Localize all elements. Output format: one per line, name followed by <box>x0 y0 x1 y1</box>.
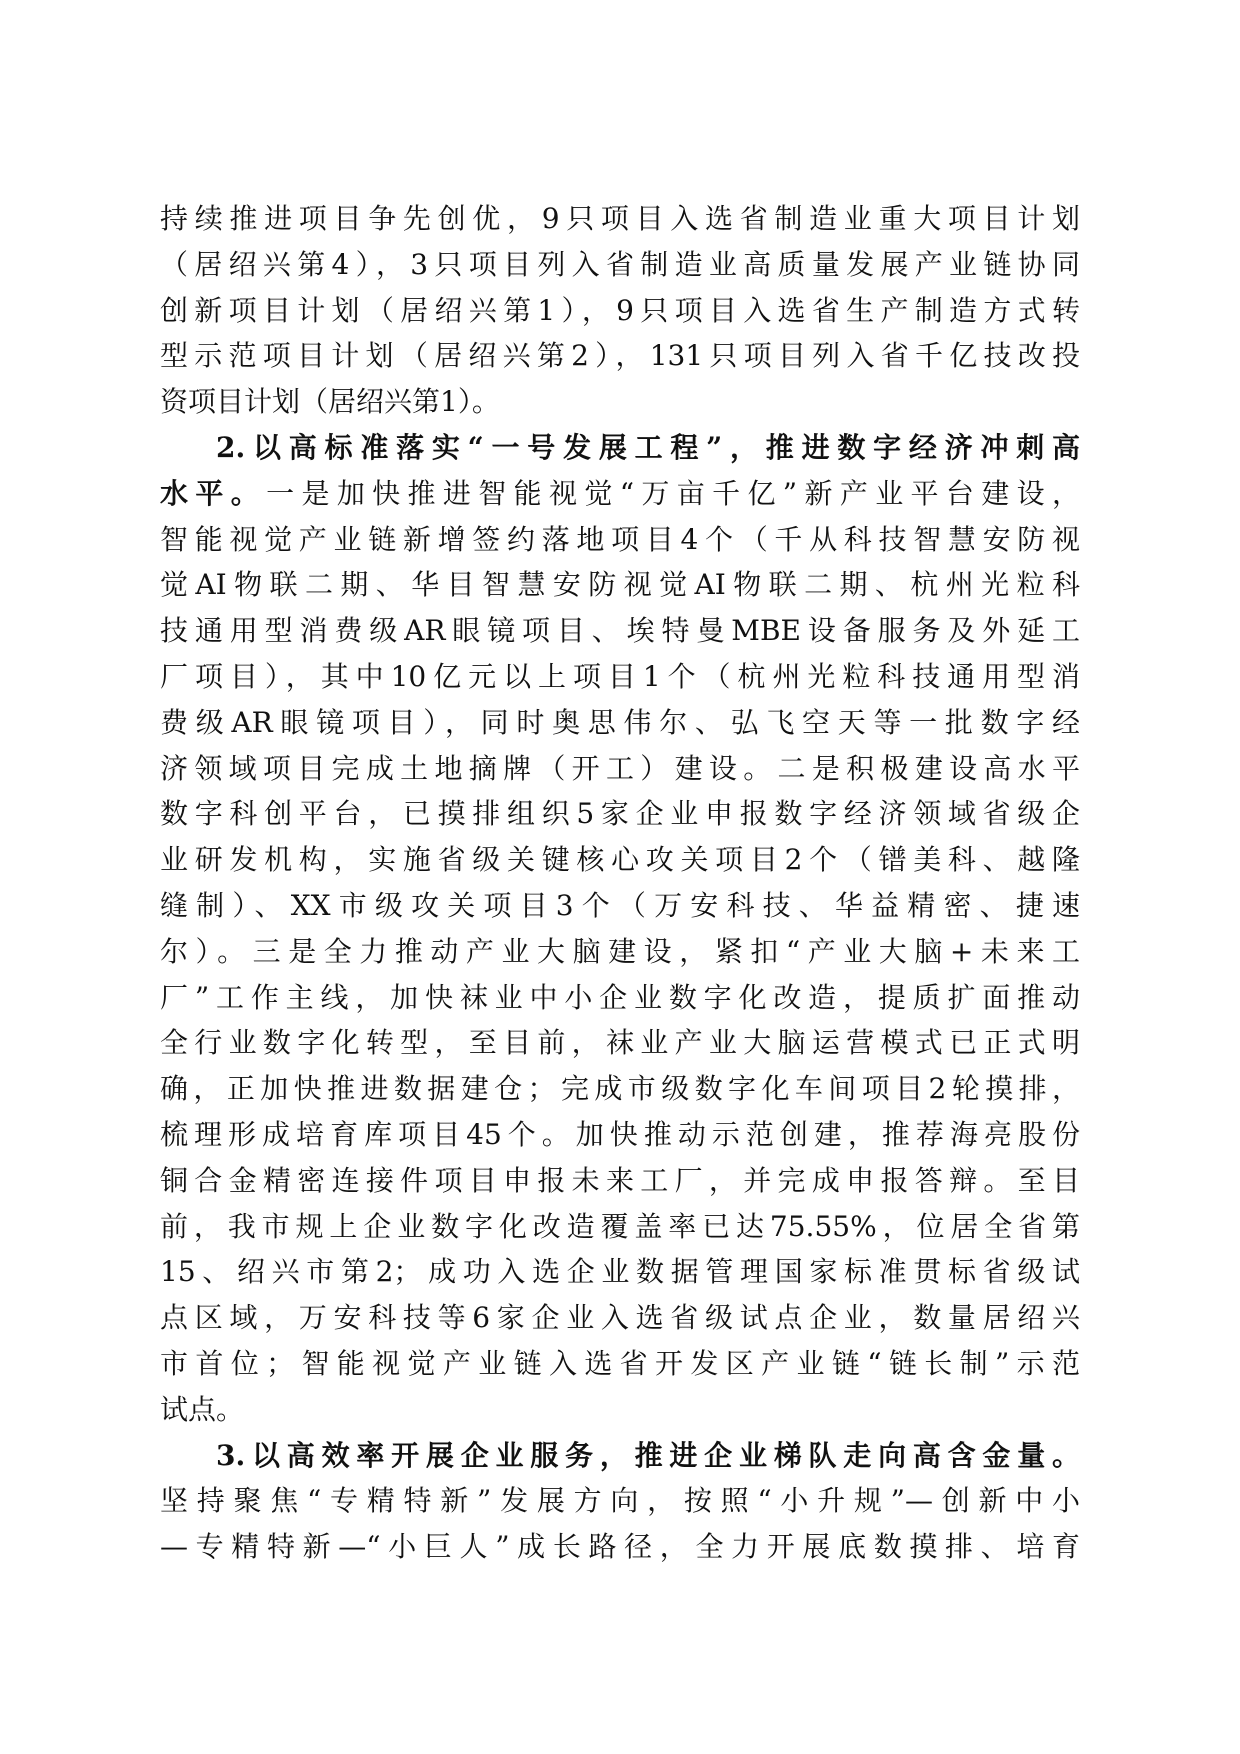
p2-line-last: 试点。 <box>160 1392 245 1426</box>
p2-line: 数字科创平台，已摸排组织5家企业申报数字经济领域省级企 <box>160 797 1080 831</box>
p1-line-3: 创新项目计划（居绍兴第1），9只项目入选省生产制造方式转 <box>160 293 1080 327</box>
p2-line: 业研发机构，实施省级关键核心攻关项目2个（镨美科、越隆 <box>160 843 1080 877</box>
p2-line: 15、绍兴市第2；成功入选企业数据管理国家标准贯标省级试 <box>160 1255 1080 1289</box>
p2-line: 市首位；智能视觉产业链入选省开发区产业链“链长制”示范 <box>160 1346 1080 1380</box>
p2-line: 铜合金精密连接件项目申报未来工厂，并完成申报答辩。至目 <box>160 1163 1080 1197</box>
p2-line: 全行业数字化转型，至目前，袜业产业大脑运营模式已正式明 <box>160 1026 1080 1060</box>
p2-line-2 <box>160 471 1080 517</box>
p2-line: 尔）。三是全力推动产业大脑建设，紧扣“产业大脑+未来工 <box>160 934 1080 968</box>
p2-line: 确，正加快推进数据建仓；完成市级数字化车间项目2轮摸排， <box>160 1072 1080 1106</box>
p1-line-1: 持续推进项目争先创优，9只项目入选省制造业重大项目计划 <box>160 202 1080 235</box>
p2-line: 厂项目），其中10亿元以上项目1个（杭州光粒科技通用型消 <box>160 659 1080 693</box>
p3-heading: 3.以高效率开展企业服务，推进企业梯队走向高含金量。 <box>216 1438 1080 1472</box>
p1-line-2: （居绍兴第4），3只项目列入省制造业高质量发展产业链协同 <box>160 247 1080 281</box>
p2-line: 缝制）、XX市级攻关项目3个（万安科技、华益精密、捷速 <box>160 888 1080 922</box>
p2-line: 前，我市规上企业数字化改造覆盖率已达75.55%，位居全省第 <box>160 1209 1080 1243</box>
p2-line: 费级AR眼镜项目），同时奥思伟尔、弘飞空天等一批数字经 <box>160 705 1080 739</box>
p2-line: 梳理形成培育库项目45个。加快推动示范创建，推荐海亮股份 <box>160 1117 1080 1151</box>
p2-line: 技通用型消费级AR眼镜项目、埃特曼MBE设备服务及外延工 <box>160 614 1080 648</box>
p2-line: 点区域，万安科技等6家企业入选省级试点企业，数量居绍兴 <box>160 1301 1080 1335</box>
p3-line: 坚持聚焦“专精特新”发展方向，按照“小升规”—创新中小 <box>160 1484 1080 1518</box>
p2-line: 济领域项目完成土地摘牌（开工）建设。二是积极建设高水平 <box>160 751 1080 785</box>
p2-line: 厂”工作主线，加快袜业中小企业数字化改造，提质扩面推动 <box>160 980 1080 1014</box>
p2-heading-line-1: 2.以高标准落实“一号发展工程”，推进数字经济冲刺高 <box>216 430 1080 464</box>
p1-line-4: 型示范项目计划（居绍兴第2），131只项目列入省千亿技改投 <box>160 339 1080 373</box>
p1-line-5: 资项目计划（居绍兴第1）。 <box>160 385 500 419</box>
p2-line: 觉AI物联二期、华目智慧安防视觉AI物联二期、杭州光粒科 <box>160 568 1080 602</box>
p2-heading-line-2: 水平。 <box>160 476 267 510</box>
p2-line: 智能视觉产业链新增签约落地项目4个（千从科技智慧安防视 <box>160 522 1080 556</box>
p2-line-2-rest: 一是加快推进智能视觉“万亩千亿”新产业平台建设， <box>266 476 1080 510</box>
body-text <box>160 196 1080 1570</box>
p3-line: —专精特新—“小巨人”成长路径，全力开展底数摸排、培育 <box>160 1530 1080 1564</box>
